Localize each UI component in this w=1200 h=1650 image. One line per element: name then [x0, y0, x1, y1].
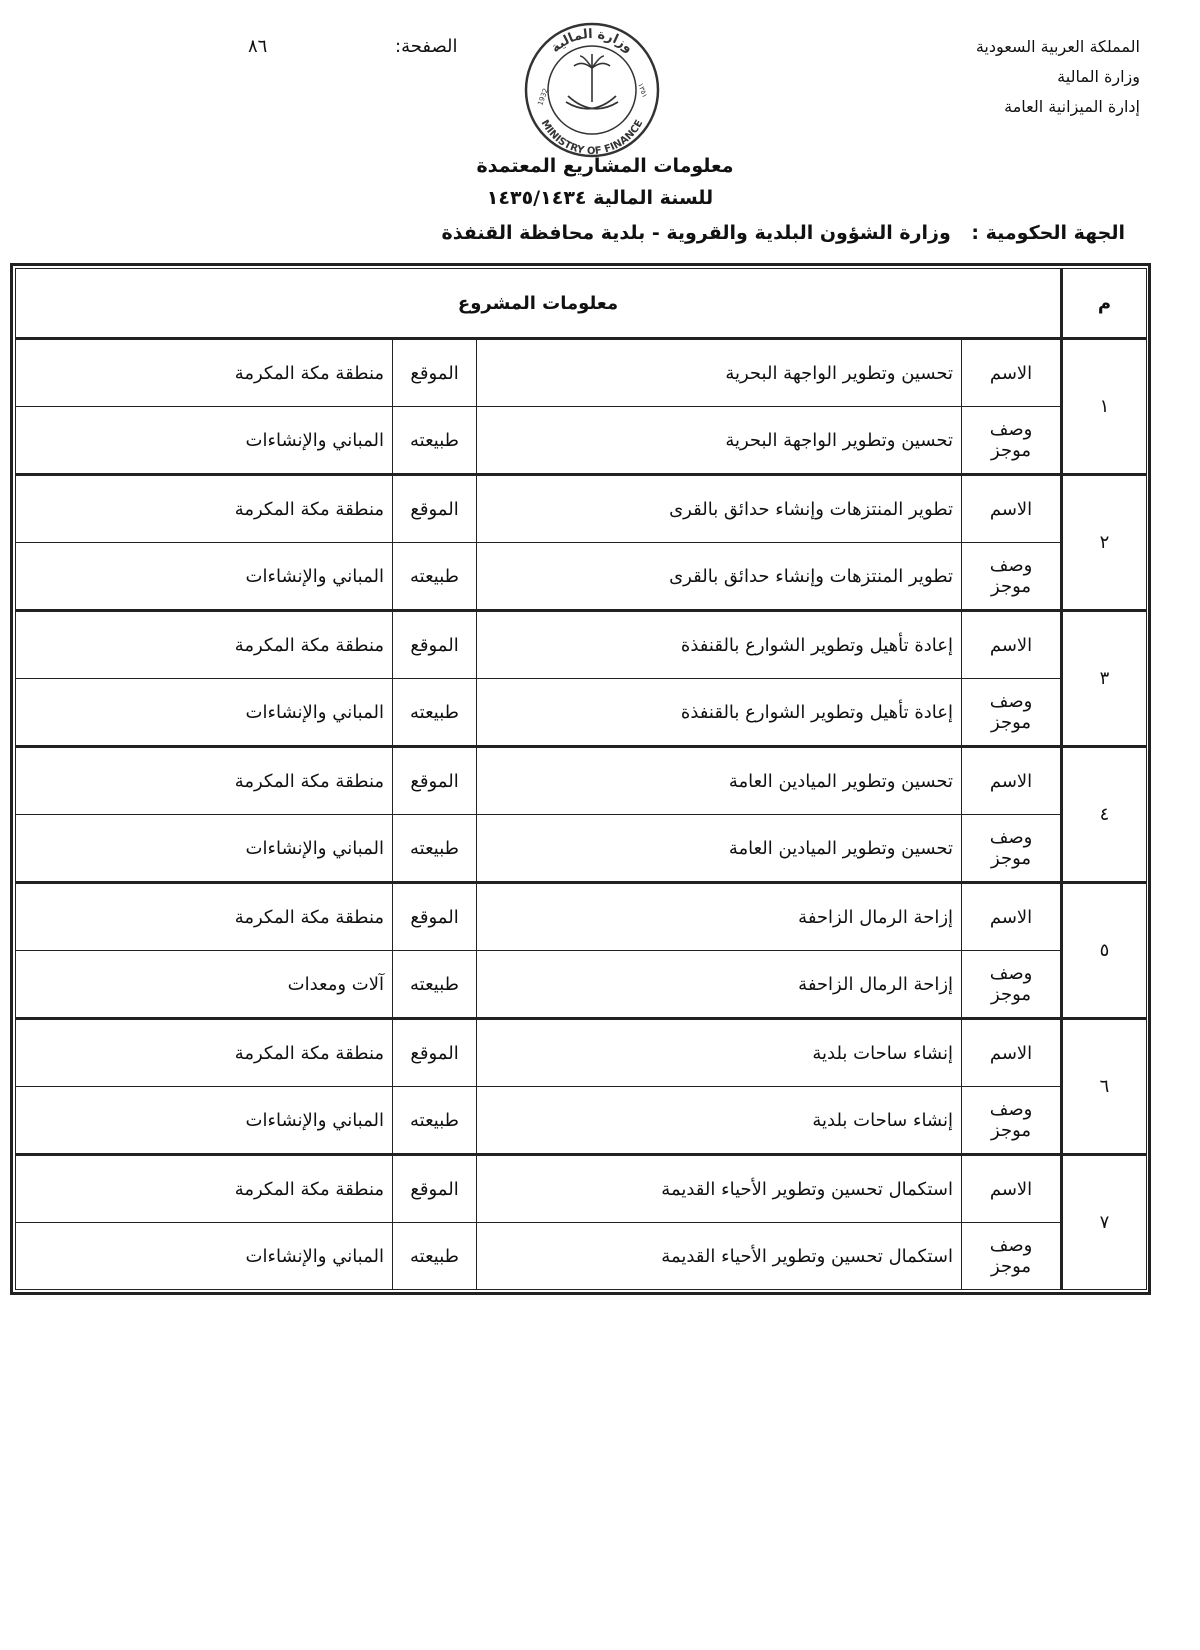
label-location: الموقع	[393, 339, 477, 407]
project-nature: المباني والإنشاءات	[16, 679, 393, 747]
column-header-number: م	[1062, 269, 1147, 339]
project-number: ٥	[1062, 883, 1147, 1019]
projects-table	[15, 268, 1147, 1290]
project-location: منطقة مكة المكرمة	[16, 475, 393, 543]
project-number: ١	[1062, 339, 1147, 475]
project-number: ٣	[1062, 611, 1147, 747]
table-row	[16, 475, 1147, 543]
project-name: تحسين وتطوير الواجهة البحرية	[477, 339, 962, 407]
label-nature: طبيعته	[393, 407, 477, 475]
label-nature: طبيعته	[393, 815, 477, 883]
project-location: منطقة مكة المكرمة	[16, 339, 393, 407]
label-location: الموقع	[393, 475, 477, 543]
table-row	[16, 1019, 1147, 1087]
label-nature: طبيعته	[393, 543, 477, 611]
seal-year-right: ١٣٥١	[636, 81, 649, 99]
label-location: الموقع	[393, 1155, 477, 1223]
project-description: إزاحة الرمال الزاحفة	[477, 951, 962, 1019]
department-name: إدارة الميزانية العامة	[1004, 97, 1140, 116]
project-location: منطقة مكة المكرمة	[16, 1155, 393, 1223]
seal-year-left: 1932	[536, 87, 550, 107]
document-title: معلومات المشاريع المعتمدة	[476, 155, 734, 177]
project-name: إعادة تأهيل وتطوير الشوارع بالقنفذة	[477, 611, 962, 679]
label-location: الموقع	[393, 883, 477, 951]
project-description: إنشاء ساحات بلدية	[477, 1087, 962, 1155]
government-entity	[442, 222, 1125, 244]
label-description: وصف موجز	[962, 1223, 1062, 1290]
table-row	[16, 679, 1147, 747]
table-row	[16, 543, 1147, 611]
project-description: إعادة تأهيل وتطوير الشوارع بالقنفذة	[477, 679, 962, 747]
project-description: استكمال تحسين وتطوير الأحياء القديمة	[477, 1223, 962, 1290]
table-header-row	[16, 269, 1147, 339]
table-row	[16, 951, 1147, 1019]
table-row	[16, 883, 1147, 951]
page-number: ٨٦	[248, 36, 268, 57]
label-description: وصف موجز	[962, 1087, 1062, 1155]
project-nature: المباني والإنشاءات	[16, 815, 393, 883]
label-name: الاسم	[962, 747, 1062, 815]
entity-value: وزارة الشؤون البلدية والقروية - بلدية محافظة القنفذة	[441, 222, 951, 244]
table-row	[16, 611, 1147, 679]
label-name: الاسم	[962, 475, 1062, 543]
entity-label: الجهة الحكومية :	[971, 222, 1125, 244]
issuer-block	[976, 32, 1140, 122]
label-description: وصف موجز	[962, 815, 1062, 883]
project-nature: المباني والإنشاءات	[16, 543, 393, 611]
project-location: منطقة مكة المكرمة	[16, 747, 393, 815]
project-nature: المباني والإنشاءات	[16, 407, 393, 475]
project-location: منطقة مكة المكرمة	[16, 883, 393, 951]
kingdom-name: المملكة العربية السعودية	[975, 37, 1140, 56]
project-nature: المباني والإنشاءات	[16, 1223, 393, 1290]
project-description: تحسين وتطوير الميادين العامة	[477, 815, 962, 883]
label-name: الاسم	[962, 611, 1062, 679]
seal-top-text: وزارة المالية	[548, 26, 636, 56]
project-name: تطوير المنتزهات وإنشاء حدائق بالقرى	[477, 475, 962, 543]
label-name: الاسم	[962, 1155, 1062, 1223]
ministry-name: وزارة المالية	[1057, 67, 1140, 86]
project-number: ٢	[1062, 475, 1147, 611]
project-location: منطقة مكة المكرمة	[16, 1019, 393, 1087]
project-number: ٧	[1062, 1155, 1147, 1290]
label-name: الاسم	[962, 339, 1062, 407]
label-location: الموقع	[393, 611, 477, 679]
project-name: إنشاء ساحات بلدية	[477, 1019, 962, 1087]
project-name: إزاحة الرمال الزاحفة	[477, 883, 962, 951]
label-nature: طبيعته	[393, 1087, 477, 1155]
project-name: استكمال تحسين وتطوير الأحياء القديمة	[477, 1155, 962, 1223]
table-row	[16, 815, 1147, 883]
project-number: ٦	[1062, 1019, 1147, 1155]
page-label: الصفحة:	[395, 36, 458, 57]
label-nature: طبيعته	[393, 951, 477, 1019]
label-description: وصف موجز	[962, 951, 1062, 1019]
label-description: وصف موجز	[962, 679, 1062, 747]
seal-bottom-text: MINISTRY OF FINANCE	[538, 118, 646, 158]
column-header-project-info: معلومات المشروع	[16, 269, 1062, 339]
label-name: الاسم	[962, 1019, 1062, 1087]
label-description: وصف موجز	[962, 407, 1062, 475]
ministry-seal-logo	[522, 20, 662, 160]
table-row	[16, 1087, 1147, 1155]
label-location: الموقع	[393, 747, 477, 815]
label-nature: طبيعته	[393, 679, 477, 747]
svg-text:MINISTRY OF FINANCE	[539, 118, 646, 157]
label-nature: طبيعته	[393, 1223, 477, 1290]
label-description: وصف موجز	[962, 543, 1062, 611]
table-row	[16, 1155, 1147, 1223]
project-location: منطقة مكة المكرمة	[16, 611, 393, 679]
label-location: الموقع	[393, 1019, 477, 1087]
project-number: ٤	[1062, 747, 1147, 883]
fiscal-year: للسنة المالية ١٤٣٥/١٤٣٤	[486, 187, 714, 209]
palm-tree-icon	[574, 54, 610, 102]
table-row	[16, 339, 1147, 407]
project-nature: المباني والإنشاءات	[16, 1087, 393, 1155]
project-nature: آلات ومعدات	[16, 951, 393, 1019]
table-row	[16, 747, 1147, 815]
table-row	[16, 407, 1147, 475]
project-description: تحسين وتطوير الواجهة البحرية	[477, 407, 962, 475]
project-name: تحسين وتطوير الميادين العامة	[477, 747, 962, 815]
project-description: تطوير المنتزهات وإنشاء حدائق بالقرى	[477, 543, 962, 611]
label-name: الاسم	[962, 883, 1062, 951]
table-row	[16, 1223, 1147, 1290]
